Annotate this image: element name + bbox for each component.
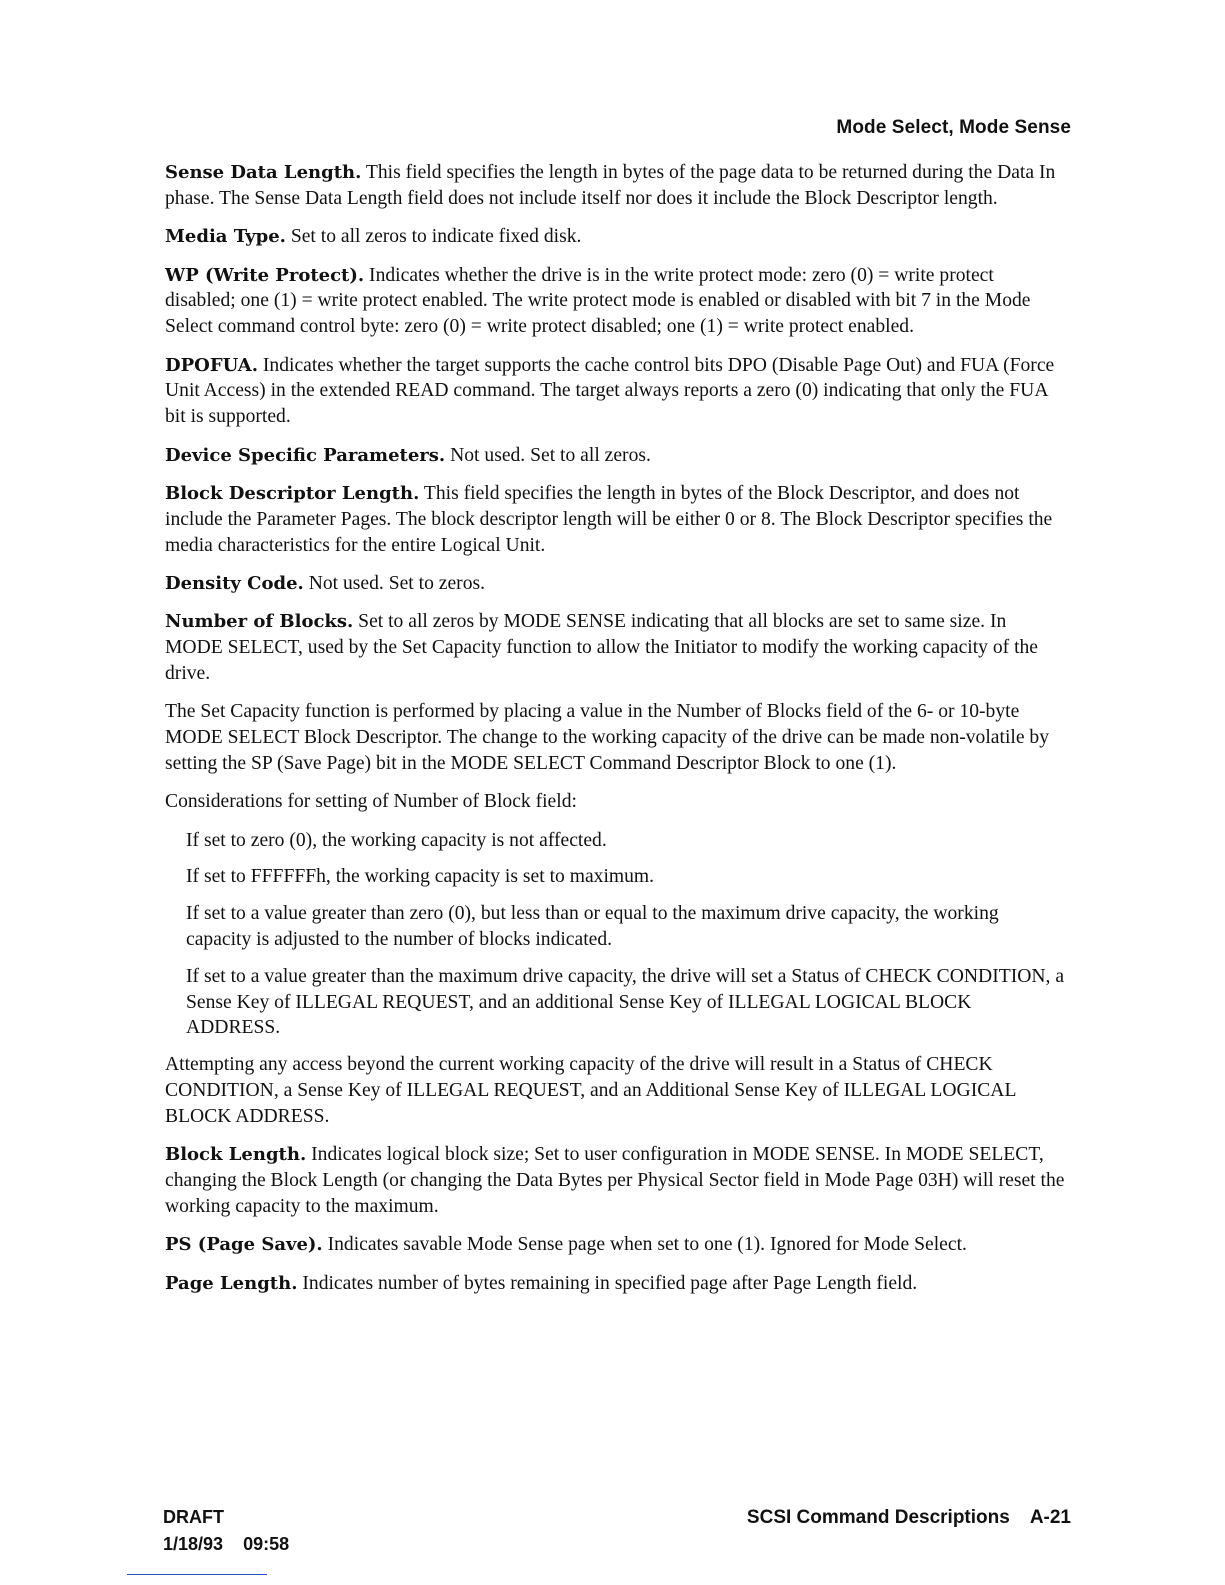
term-page-save: PS (Page Save). <box>165 1234 323 1256</box>
consideration-item: If set to FFFFFFh, the working capacity is set to maximum. <box>186 866 655 888</box>
term-number-of-blocks: Number of Blocks. <box>165 611 354 633</box>
desc-device-specific-parameters: Not used. Set to all zeros. <box>445 444 651 466</box>
paragraph-block-descriptor-length <box>165 481 1067 558</box>
draft-date: 1/18/93 <box>163 1534 224 1554</box>
paragraph-set-capacity: The Set Capacity function is performed by placing a value in the Number of Blocks field of the 6- or 10-byte MODE SELECT Block Descriptor. The change to the working capacity of the drive can be made non-volatile by setting the SP (Save Page) bit in the MODE SELECT Command Descriptor Block to one (1). <box>165 701 1050 774</box>
desc-density-code: Not used. Set to zeros. <box>303 572 486 594</box>
paragraph-number-of-blocks <box>165 609 1067 686</box>
consideration-item: If set to zero (0), the working capacity is not affected. <box>186 829 607 851</box>
page-number: A-21 <box>1029 1507 1071 1528</box>
paragraph-page-length <box>165 1271 1067 1297</box>
paragraph-attempting-access: Attempting any access beyond the current working capacity of the drive will result in a Status of CHECK CONDITION, a Sense Key of ILLEGAL REQUEST, and an Additional Sense Key of ILLEGAL LOGICAL BLOCK ADDRESS. <box>165 1054 1016 1127</box>
footer-section-title: SCSI Command Descriptions <box>746 1507 1010 1528</box>
desc-dpofua: Indicates whether the target supports the cache control bits DPO (Disable Page Out) and FUA (Force Unit Access) in the extended READ command. The target always reports a zero (0) indicating that only the FUA bit is supported. <box>165 354 1055 428</box>
draft-label: DRAFT <box>163 1507 224 1527</box>
term-block-descriptor-length: Block Descriptor Length. <box>165 482 420 504</box>
term-page-length: Page Length. <box>165 1272 298 1294</box>
paragraph-page-save <box>165 1232 1067 1258</box>
footer-page-info <box>747 1504 1071 1531</box>
desc-block-descriptor-length: This field specifies the length in bytes of the Block Descriptor, and does not include the Parameter Pages. The block descriptor length will be either 0 or 8. The Block Descriptor specifies the media characteristics for the entire Logical Unit. <box>165 482 1053 556</box>
paragraph-media-type <box>165 224 1067 250</box>
desc-page-length: Indicates number of bytes remaining in specified page after Page Length field. <box>297 1272 918 1294</box>
desc-write-protect: Indicates whether the drive is in the write protect mode: zero (0) = write protect disabled; one (1) = write protect enabled. The write protect mode is enabled or disabled with bit 7 in the Mode Select command control byte: zero (0) = write protect disabled; one (1) = write protect enabled. <box>165 264 1031 338</box>
term-sense-data-length: Sense Data Length. <box>165 162 362 183</box>
desc-page-save: Indicates savable Mode Sense page when set to one (1). Ignored for Mode Select. <box>322 1234 967 1256</box>
page-body <box>165 160 1067 1309</box>
term-write-protect: WP (Write Protect). <box>165 264 365 286</box>
term-dpofua: DPOFUA. <box>165 354 258 376</box>
paragraph-write-protect <box>165 263 1067 340</box>
desc-block-length: Indicates logical block size; Set to user configuration in MODE SENSE. In MODE SELECT, changing the Block Length (or changing the Data Bytes per Physical Sector field in Mode Page 03H) will reset the working capacity to the maximum. <box>165 1144 1065 1217</box>
term-device-specific-parameters: Device Specific Parameters. <box>165 444 446 466</box>
term-density-code: Density Code. <box>165 572 304 594</box>
paragraph-dpofua <box>165 353 1067 430</box>
bottom-rule <box>127 1574 267 1575</box>
desc-sense-data-length: This field specifies the length in bytes of the page data to be returned during the Data In phase. The Sense Data Length field does not include itself nor does it include the Block Descriptor length. <box>165 162 1056 209</box>
footer-draft-info <box>163 1504 289 1558</box>
paragraph-device-specific-parameters <box>165 443 1067 469</box>
paragraph-considerations: Considerations for setting of Number of Block field: <box>165 791 577 813</box>
draft-timestamp <box>163 1531 289 1558</box>
consideration-item: If set to a value greater than zero (0), but less than or equal to the maximum drive capacity, the working capacity is adjusted to the number of blocks indicated. <box>186 903 999 951</box>
running-header: Mode Select, Mode Sense <box>836 117 1071 138</box>
term-block-length: Block Length. <box>165 1144 307 1166</box>
consideration-item: If set to a value greater than the maximum drive capacity, the drive will set a Status of CHECK CONDITION, a Sense Key of ILLEGAL REQUEST, and an additional Sense Key of ILLEGAL LOGICAL BLOCK ADDRESS. <box>186 965 1065 1039</box>
paragraph-density-code <box>165 571 1067 597</box>
desc-number-of-blocks: Set to all zeros by MODE SENSE indicating that all blocks are set to same size. In MODE SELECT, used by the Set Capacity function to allow the Initiator to modify the working capacity of the drive. <box>165 611 1039 684</box>
draft-time: 09:58 <box>243 1534 290 1554</box>
desc-media-type: Set to all zeros to indicate fixed disk. <box>285 226 582 248</box>
paragraph-block-length <box>165 1142 1067 1219</box>
paragraph-sense-data-length <box>165 160 1067 212</box>
term-media-type: Media Type. <box>165 226 286 248</box>
